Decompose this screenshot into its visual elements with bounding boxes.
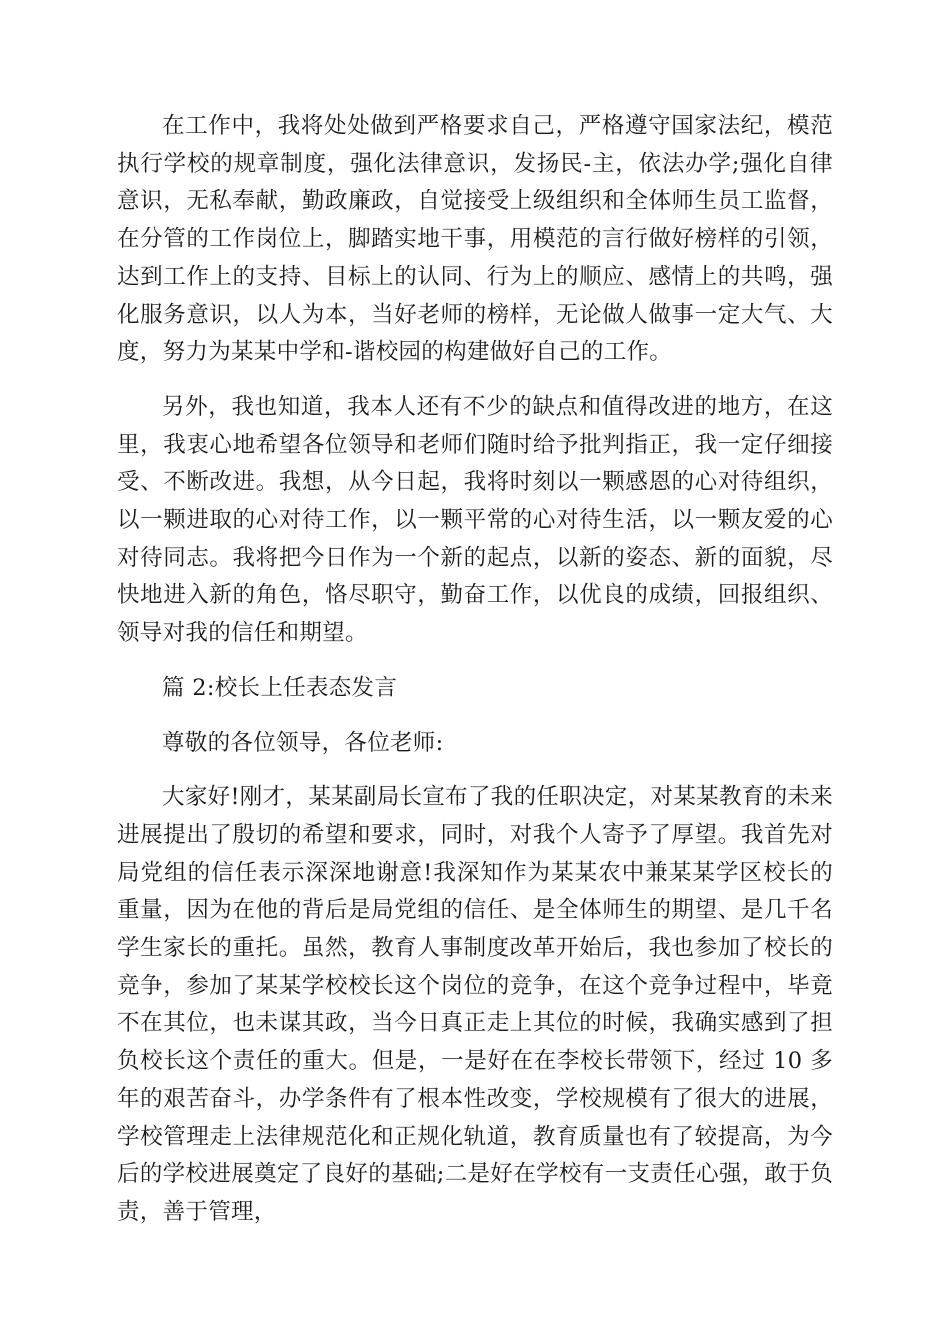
body-paragraph: 另外，我也知道，我本人还有不少的缺点和值得改进的地方，在这里，我衷心地希望各位领导和老师们随时给予批判指正，我一定仔细接受、不断改进。我想，从今日起，我将时刻以一颗感恩的心对待组织，以一颗进取的心对待工作，以一颗平常的心对待生活，以一颗友爱的心对待同志。我将把今日作为一个新的起点，以新的姿态、新的面貌，尽快地进入新的角色，恪尽职守，勤奋工作，以优良的成绩，回报组织、领导对我的信任和期望。 <box>117 393 833 647</box>
salutation: 尊敬的各位领导，各位老师: <box>162 729 444 756</box>
document-page <box>117 108 833 1232</box>
section-heading: 篇 2:校长上任表态发言 <box>162 674 398 701</box>
body-paragraph: 大家好!刚才，某某副局长宣布了我的任职决定，对某某教育的未来进展提出了殷切的希望和要求，同时，对我个人寄予了厚望。我首先对局党组的信任表示深深地谢意!我深知作为某某农中兼某某学区校长的重量，因为在他的背后是局党组的信任、是全体师生的期望、是几千名学生家长的重托。虽然，教育人事制度改革开始后，我也参加了校长的竞争，参加了某某学校校长这个岗位的竞争，在这个竞争过程中，毕竟不在其位，也未谋其政，当今日真正走上其位的时候，我确实感到了担负校长这个责任的重大。但是，一是好在在李校长带领下，经过 10 多年的艰苦奋斗，办学条件有了根本性改变，学校规模有了很大的进展，学校管理走上法律规范化和正规化轨道，教育质量也有了较提高，为今后的学校进展奠定了良好的基础;二是好在学校有一支责任心强，敢于负责，善于管理， <box>117 784 833 1225</box>
body-paragraph: 在工作中，我将处处做到严格要求自己，严格遵守国家法纪，模范执行学校的规章制度，强化法律意识，发扬民-主，依法办学;强化自律意识，无私奉献，勤政廉政，自觉接受上级组织和全体师生员工监督，在分管的工作岗位上，脚踏实地干事，用模范的言行做好榜样的引领，达到工作上的支持、目标上的认同、行为上的顺应、感情上的共鸣，强化服务意识，以人为本，当好老师的榜样，无论做人做事一定大气、大度，努力为某某中学和-谐校园的构建做好自己的工作。 <box>117 113 833 366</box>
